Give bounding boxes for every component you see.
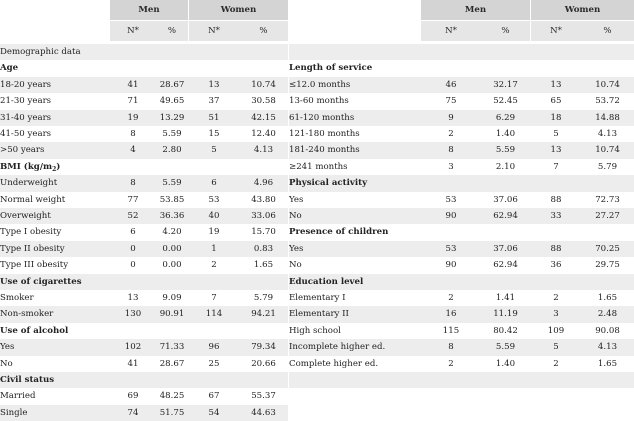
men-pct: 52.45 xyxy=(493,96,518,107)
section-heading xyxy=(0,323,288,339)
men-pct: 37.06 xyxy=(493,243,518,254)
women-pct: 90.08 xyxy=(595,325,620,336)
men-n: 19 xyxy=(127,112,139,123)
row-label: 31-40 years xyxy=(0,112,52,123)
women-pct: 1.65 xyxy=(597,358,618,369)
men-n: 90 xyxy=(445,211,457,221)
men-pct: 28.67 xyxy=(159,79,185,90)
section-presence-of-children: Presence of children xyxy=(289,227,389,238)
men-pct: 5.59 xyxy=(495,145,516,156)
row-label: No xyxy=(289,260,302,271)
table-row xyxy=(289,306,634,322)
men-n: 71 xyxy=(127,96,139,107)
group-header-men-left: Men xyxy=(138,5,160,15)
women-n: 19 xyxy=(208,227,220,238)
men-n: 9 xyxy=(448,112,454,123)
men-pct: 2.80 xyxy=(162,145,182,156)
row-label: Yes xyxy=(289,243,304,254)
row-label: 13-60 months xyxy=(289,96,349,107)
table-row xyxy=(289,126,634,142)
row-label: 18-20 years xyxy=(0,79,52,90)
men-pct: 5.59 xyxy=(162,129,182,139)
women-pct: 33.06 xyxy=(251,211,276,221)
men-n: 75 xyxy=(445,96,457,107)
men-n: 8 xyxy=(448,342,454,353)
row-label: No xyxy=(289,211,302,221)
table-row xyxy=(289,208,634,224)
men-pct: 62.94 xyxy=(493,211,518,221)
section-physical-activity: Physical activity xyxy=(289,178,368,189)
women-n: 2 xyxy=(553,293,559,303)
section-age: Age xyxy=(0,63,19,74)
women-n: 3 xyxy=(553,309,559,320)
table-row xyxy=(0,142,288,158)
men-n: 52 xyxy=(127,211,139,221)
men-pct: 90.91 xyxy=(159,309,185,320)
men-n: 130 xyxy=(124,309,142,320)
section-civil-status: Civil status xyxy=(0,375,55,385)
women-n: 25 xyxy=(208,358,220,369)
row-label: Non-smoker xyxy=(0,309,54,320)
women-pct: 4.13 xyxy=(597,129,618,139)
table-row xyxy=(289,110,634,126)
col-header-pct: % xyxy=(167,26,177,36)
women-n: 5 xyxy=(553,129,559,139)
women-pct: 70.25 xyxy=(595,243,620,254)
women-pct: 30.58 xyxy=(251,96,276,107)
table-row xyxy=(289,192,634,208)
women-pct: 29.75 xyxy=(595,260,620,271)
group-header-women-right: Women xyxy=(564,5,601,15)
women-n: 5 xyxy=(211,145,217,156)
table-row xyxy=(289,241,634,257)
men-pct: 5.59 xyxy=(162,178,182,189)
women-n: 2 xyxy=(211,260,217,271)
women-n: 88 xyxy=(550,243,562,254)
men-pct: 53.85 xyxy=(159,194,185,205)
men-n: 102 xyxy=(124,342,142,353)
women-pct: 53.72 xyxy=(595,96,620,107)
men-pct: 1.40 xyxy=(495,129,516,139)
table-row xyxy=(0,77,288,93)
col-header-n: N* xyxy=(445,26,457,36)
men-pct: 11.19 xyxy=(493,309,518,320)
table-row xyxy=(0,388,288,404)
row-label: 61-120 months xyxy=(289,112,355,123)
table-row xyxy=(0,290,288,306)
men-n: 90 xyxy=(445,260,457,271)
men-n: 2 xyxy=(448,129,454,139)
men-n: 8 xyxy=(130,129,136,139)
women-n: 114 xyxy=(205,309,223,320)
men-n: 8 xyxy=(130,178,136,189)
women-n: 37 xyxy=(208,96,220,107)
row-label: No xyxy=(0,358,13,369)
women-pct: 4.13 xyxy=(597,342,618,353)
women-pct: 10.74 xyxy=(595,79,620,90)
section-education-level: Education level xyxy=(289,276,364,287)
men-n: 2 xyxy=(448,358,454,369)
women-n: 13 xyxy=(208,79,220,90)
row-label: Underweight xyxy=(0,178,58,189)
section-heading xyxy=(0,159,288,175)
women-pct: 79.34 xyxy=(251,342,276,353)
section-heading xyxy=(0,372,288,388)
men-pct: 80.42 xyxy=(493,325,518,336)
table-row xyxy=(0,175,288,191)
table-row xyxy=(289,77,634,93)
section-heading xyxy=(289,224,634,240)
women-pct: 27.27 xyxy=(595,211,620,221)
women-pct: 10.74 xyxy=(251,79,276,90)
table-row xyxy=(289,290,634,306)
women-pct: 42.15 xyxy=(251,112,276,123)
section-heading xyxy=(289,274,634,290)
table-row xyxy=(289,356,634,372)
row-label: 21-30 years xyxy=(0,96,52,107)
col-header-n: N* xyxy=(550,26,562,36)
row-label: ≤12.0 months xyxy=(289,79,351,90)
women-pct: 15.70 xyxy=(251,227,276,238)
women-pct: 12.40 xyxy=(251,129,276,139)
row-label: Married xyxy=(0,391,36,402)
men-n: 0 xyxy=(130,260,136,271)
section-heading xyxy=(289,175,634,191)
men-pct: 0.00 xyxy=(162,260,182,271)
women-n: 53 xyxy=(208,194,220,205)
women-n: 40 xyxy=(208,211,220,221)
women-pct: 10.74 xyxy=(595,145,620,156)
row-label: Type III obesity xyxy=(0,260,69,271)
table-row xyxy=(289,323,634,339)
women-n: 15 xyxy=(208,129,220,139)
women-pct: 0.83 xyxy=(253,243,274,254)
women-n: 54 xyxy=(208,407,220,418)
men-n: 41 xyxy=(127,79,139,90)
table-row xyxy=(0,257,288,273)
row-label: High school xyxy=(289,325,341,336)
women-n: 33 xyxy=(550,211,562,221)
women-pct: 43.80 xyxy=(251,194,276,205)
men-pct: 4.20 xyxy=(162,227,182,238)
men-pct: 2.10 xyxy=(495,161,516,172)
row-label: Type II obesity xyxy=(0,243,65,254)
men-n: 53 xyxy=(445,243,457,254)
table-row xyxy=(289,142,634,158)
row-label: Type I obesity xyxy=(0,227,62,238)
women-n: 6 xyxy=(211,178,217,189)
women-pct: 5.79 xyxy=(253,293,274,303)
row-label: Smoker xyxy=(0,293,34,303)
women-pct: 14.88 xyxy=(595,112,620,123)
men-n: 0 xyxy=(130,243,136,254)
women-n: 36 xyxy=(550,260,562,271)
women-n: 109 xyxy=(547,325,565,336)
col-header-n: N* xyxy=(208,26,220,36)
table-row xyxy=(0,224,288,240)
men-pct: 51.75 xyxy=(159,407,185,418)
men-n: 8 xyxy=(448,145,454,156)
men-pct: 0.00 xyxy=(162,243,182,254)
women-n: 5 xyxy=(553,342,559,353)
women-pct: 94.21 xyxy=(251,309,276,320)
table-header xyxy=(0,0,634,41)
section-bmi: BMI $(kg/m_2)$ xyxy=(0,161,61,173)
col-header-n: N* xyxy=(127,26,139,36)
table-row xyxy=(289,339,634,355)
section-alcohol: Use of alcohol xyxy=(0,325,69,336)
row-label: Normal weight xyxy=(0,194,66,205)
women-n: 51 xyxy=(208,112,220,123)
women-pct: 5.79 xyxy=(597,161,618,172)
women-pct: 55.37 xyxy=(251,391,276,402)
row-label: 181-240 months xyxy=(289,145,360,156)
section-heading xyxy=(0,274,288,290)
col-header-pct: % xyxy=(259,26,268,36)
row-label: Yes xyxy=(0,342,15,353)
section-demographic: Demographic data xyxy=(0,47,81,57)
row-label: Complete higher ed. xyxy=(289,358,379,369)
group-header-men-right: Men xyxy=(464,5,487,15)
women-n: 13 xyxy=(550,145,562,156)
row-label: Single xyxy=(0,407,28,418)
men-pct: 6.29 xyxy=(495,112,516,123)
men-n: 4 xyxy=(130,145,136,156)
row-label: Overweight xyxy=(0,211,51,221)
men-n: 6 xyxy=(130,227,136,238)
row-label: ≥241 months xyxy=(289,161,348,172)
men-pct: 49.65 xyxy=(159,96,185,107)
section-heading xyxy=(0,44,288,60)
table-row xyxy=(0,306,288,322)
men-n: 53 xyxy=(445,194,457,205)
men-pct: 9.09 xyxy=(162,293,182,303)
table-row xyxy=(0,208,288,224)
women-n: 13 xyxy=(550,79,562,90)
women-n: 1 xyxy=(211,243,217,254)
men-pct: 32.17 xyxy=(493,79,518,90)
women-pct: 4.13 xyxy=(253,145,274,156)
men-n: 41 xyxy=(127,358,139,369)
row-label: Incomplete higher ed. xyxy=(289,342,386,353)
men-pct: 36.36 xyxy=(159,211,185,221)
women-pct: 1.65 xyxy=(253,260,274,271)
table-row xyxy=(289,93,634,109)
women-pct: 20.66 xyxy=(251,358,276,369)
table-row xyxy=(289,159,634,175)
women-n: 88 xyxy=(550,194,562,205)
women-pct: 1.65 xyxy=(597,293,618,303)
section-length-of-service: Length of service xyxy=(289,63,373,74)
men-n: 2 xyxy=(448,293,454,303)
men-n: 16 xyxy=(445,309,457,320)
men-pct: 37.06 xyxy=(493,194,518,205)
row-label: Elementary I xyxy=(289,293,346,303)
men-pct: 1.40 xyxy=(495,358,516,369)
men-pct: 1.41 xyxy=(495,293,516,303)
men-n: 115 xyxy=(442,325,460,336)
women-pct: 2.48 xyxy=(597,309,618,320)
men-n: 69 xyxy=(127,391,139,402)
table-row xyxy=(0,126,288,142)
women-pct: 4.96 xyxy=(253,178,274,189)
table-row xyxy=(0,93,288,109)
row-label: >50 years xyxy=(0,145,45,156)
table-row xyxy=(289,257,634,273)
col-header-pct: % xyxy=(501,26,510,36)
table-row xyxy=(0,192,288,208)
table-row xyxy=(0,356,288,372)
men-n: 3 xyxy=(448,161,454,172)
section-cigarettes: Use of cigarettes xyxy=(0,276,82,287)
table-row xyxy=(0,110,288,126)
men-pct: 13.29 xyxy=(159,112,185,123)
men-pct: 48.25 xyxy=(159,391,185,402)
table-row xyxy=(0,241,288,257)
table-row xyxy=(0,405,288,421)
women-pct: 72.73 xyxy=(595,194,620,205)
group-header-women-left: Women xyxy=(220,5,257,15)
row-label: Yes xyxy=(289,194,304,205)
men-pct: 5.59 xyxy=(495,342,516,353)
women-n: 7 xyxy=(211,293,217,303)
women-pct: 44.63 xyxy=(251,407,276,418)
table-row xyxy=(0,339,288,355)
women-n: 67 xyxy=(208,391,220,402)
men-n: 13 xyxy=(127,293,139,303)
section-heading xyxy=(289,60,634,76)
women-n: 96 xyxy=(208,342,220,353)
men-n: 77 xyxy=(127,194,139,205)
men-pct: 62.94 xyxy=(493,260,518,271)
men-pct: 71.33 xyxy=(159,342,185,353)
men-pct: 28.67 xyxy=(159,358,185,369)
men-n: 74 xyxy=(127,407,139,418)
col-header-pct: % xyxy=(603,26,612,36)
row-label: 41-50 years xyxy=(0,129,52,139)
women-n: 65 xyxy=(550,96,562,107)
row-label: 121-180 months xyxy=(289,129,360,139)
women-n: 2 xyxy=(553,358,559,369)
women-n: 7 xyxy=(553,161,559,172)
section-heading xyxy=(0,60,288,76)
row-label: Elementary II xyxy=(289,309,349,320)
women-n: 18 xyxy=(550,112,562,123)
men-n: 46 xyxy=(445,79,457,90)
